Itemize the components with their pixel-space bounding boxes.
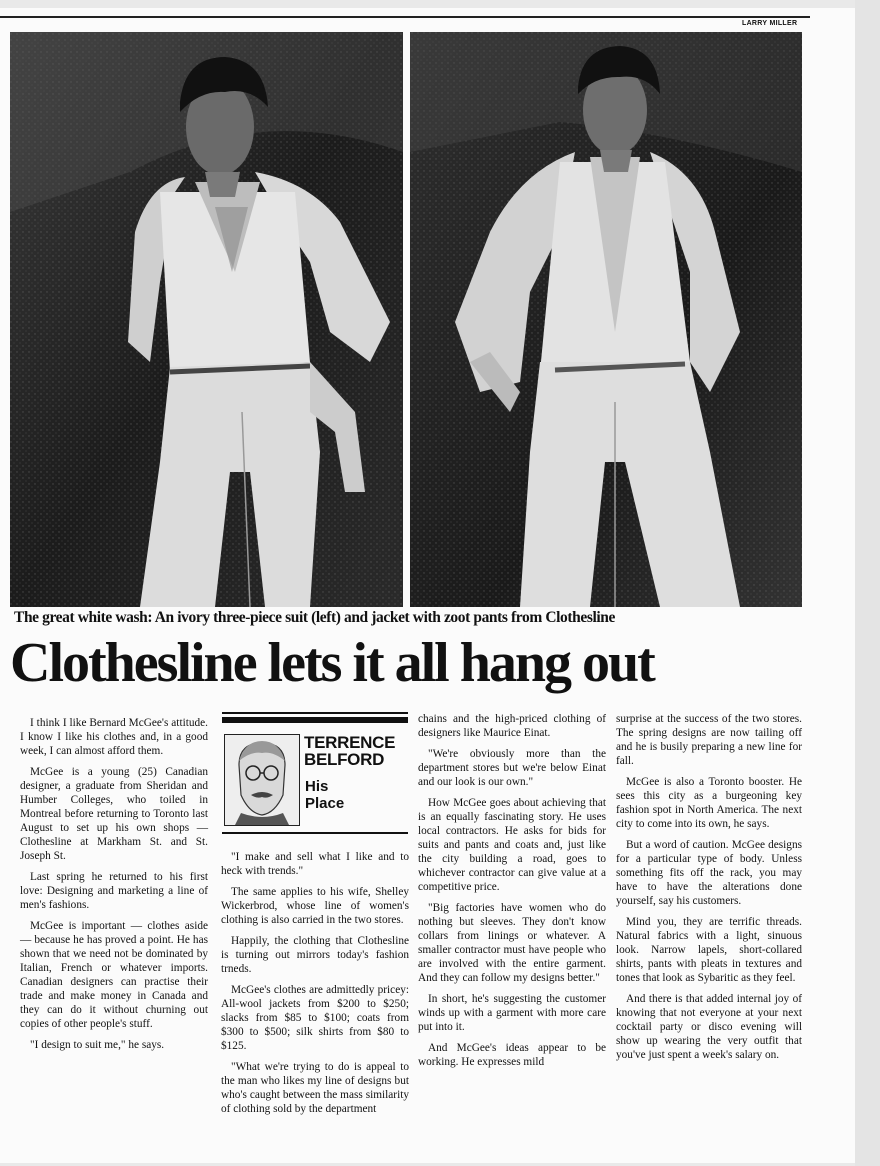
- photo-credit: LARRY MILLER: [742, 20, 798, 27]
- paragraph: And there is that added internal joy of knowing that not everyone at your next cocktail party or disco evening will show up wearing the very outfit that you've just spent a week's salary on.: [616, 993, 802, 1061]
- headline: Clothesline lets it all hang out: [10, 632, 654, 694]
- paragraph: In short, he's suggesting the customer winds up with a garment with more care put into it.: [418, 993, 606, 1033]
- paragraph: McGee's clothes are admittedly pricey: All-wool jackets from $200 to $250; slacks from $85 to $100; coats from $300 to $500; silk shirts from $80 to $125.: [221, 984, 409, 1052]
- paragraph: How McGee goes about achieving that is an equally fascinating story. He uses local contractors. He asks for bids for suits and pants and coats and, just like the city building a road, goes to whichever contractor can give value at a competitive price.: [418, 797, 606, 893]
- columnist-first-name: TERRENCE: [304, 733, 396, 752]
- paragraph: But a word of caution. McGee designs for a particular type of body. Unless something fits off the rack, you may have to have the alterations done yourself, say his customers.: [616, 839, 802, 907]
- box-rule-top: [222, 712, 408, 714]
- box-rule-thick: [222, 717, 408, 723]
- columnist-last-name: BELFORD: [304, 750, 385, 769]
- columnist-portrait: [224, 734, 300, 826]
- paragraph: surprise at the success of the two stores. The spring designs are now tailing off and he is busily preparing a new line for fall.: [616, 713, 802, 767]
- columnist-box: [222, 712, 408, 836]
- paragraph: "I design to suit me," he says.: [30, 1039, 165, 1051]
- article-column-3: [418, 712, 606, 1076]
- article-column-2: [221, 850, 409, 1123]
- paragraph: McGee is a young (25) Canadian designer, a graduate from Sheridan and Humber Colleges, who toiled in Montreal before returning to Toronto last August to set up his own shops — Clothesline at Markham St. and St. Joseph St.: [20, 766, 208, 862]
- paragraph: "I make and sell what I like and to heck with trends.": [221, 851, 409, 877]
- top-rule: [0, 16, 810, 18]
- paragraph: The same applies to his wife, Shelley Wickerbrod, whose line of women's clothing is also carried in the two stores.: [221, 886, 409, 926]
- paragraph: I think I like Bernard McGee's attitude. I know I like his clothes and, in a good week, I can almost afford them.: [20, 717, 208, 757]
- paragraph: Happily, the clothing that Clothesline is turning out mirrors today's fashion trneds.: [221, 935, 409, 975]
- paragraph: "We're obviously more than the department stores but we're below Einat and our look is our own.": [418, 748, 606, 788]
- column-title-line1: His: [305, 778, 329, 795]
- column-title: [305, 778, 344, 812]
- scan-margin: [855, 0, 880, 1166]
- paragraph: chains and the high-priced clothing of designers like Maurice Einat.: [418, 713, 606, 739]
- photo-right-zoot-pants: [410, 32, 802, 607]
- paragraph: "What we're trying to do is appeal to the man who likes my line of designs but who's caught between the mass similarity of clothing sold by the department: [221, 1061, 409, 1115]
- column-title-line2: Place: [305, 795, 345, 812]
- box-rule-bottom: [222, 832, 408, 834]
- columnist-name: [304, 734, 395, 768]
- article-column-1: [20, 716, 208, 1059]
- paragraph: And McGee's ideas appear to be working. He expresses mild: [418, 1042, 606, 1068]
- paragraph: McGee is also a Toronto booster. He sees this city as a burgeoning key fashion spot in North America. The next city to come into its own, he says.: [616, 776, 802, 830]
- photo-caption: The great white wash: An ivory three-piece suit (left) and jacket with zoot pants from Clothesline: [14, 609, 615, 626]
- photo-left-ivory-suit: [10, 32, 403, 607]
- paragraph: "Big factories have women who do nothing but sleeves. They don't know collars from linings or whatever. A smaller contractor must have people who are involved with the entire garment. And they can follow my designs better.": [418, 902, 606, 984]
- paragraph: Mind you, they are terrific threads. Natural fabrics with a light, sinuous look. Narrow lapels, short-collared shirts, pants with pleats in textures and tones that look as Sybaritic as they feel.: [616, 916, 802, 984]
- paragraph: Last spring he returned to his first love: Designing and marketing a line of men's fashions.: [20, 871, 208, 911]
- article-column-4: [616, 712, 802, 1069]
- paragraph: McGee is important — clothes aside — because he has proved a point. He has shown that we need not be dominated by Italian, French or whatever imports. Canadian designers can practise their trade and make money in Canada and they can do it without churning out copies of other people's stuff.: [20, 920, 208, 1030]
